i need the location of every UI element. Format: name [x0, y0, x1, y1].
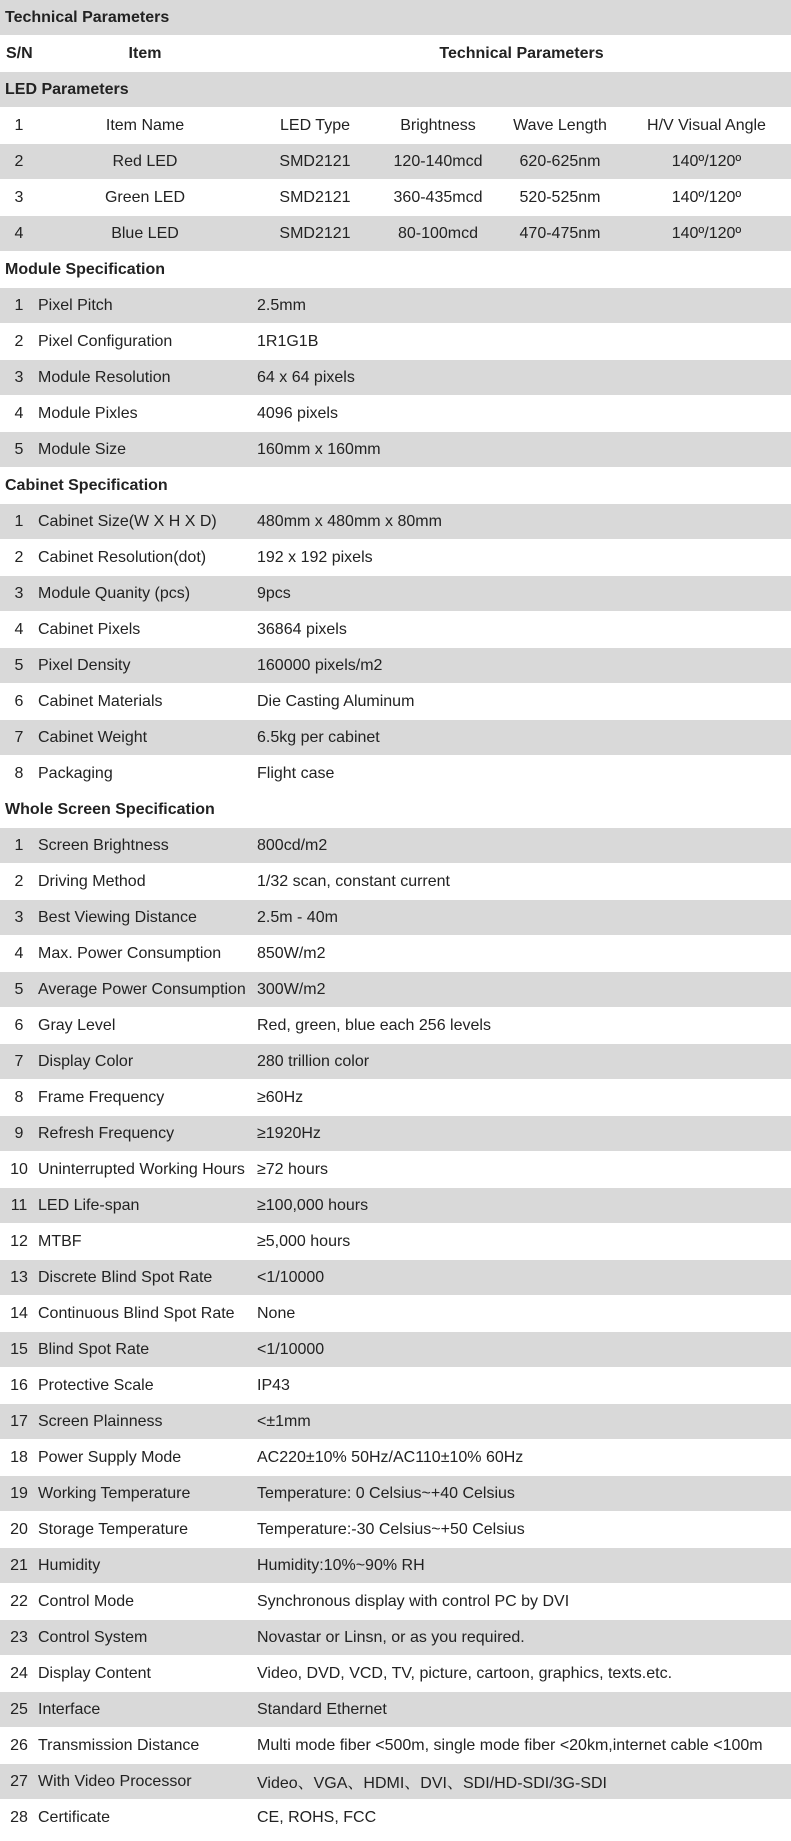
- row-sn: 4: [14, 404, 24, 422]
- row-item: Pixel Configuration: [38, 332, 173, 350]
- led-wave-length: 470-475nm: [519, 224, 601, 242]
- row-item: Blind Spot Rate: [38, 1340, 150, 1358]
- led-visual-angle: 140º/120º: [671, 188, 742, 206]
- row-item: Best Viewing Distance: [38, 908, 197, 926]
- table-row: [0, 1692, 791, 1728]
- row-sn: 20: [10, 1520, 28, 1538]
- table-row: [0, 396, 791, 432]
- row-value: None: [257, 1304, 296, 1322]
- table-row: [0, 1116, 791, 1152]
- row-item: Certificate: [38, 1808, 111, 1826]
- table-row: [0, 936, 791, 972]
- row-sn: 4: [14, 944, 24, 962]
- table-row: [0, 1368, 791, 1404]
- led-type: SMD2121: [279, 152, 351, 170]
- row-value: <1/10000: [257, 1268, 325, 1286]
- row-value: 36864 pixels: [257, 620, 347, 638]
- led-item-name: Item Name: [105, 116, 185, 134]
- row-sn: 18: [10, 1448, 28, 1466]
- row-item: Display Color: [38, 1052, 134, 1070]
- led-visual-angle: 140º/120º: [671, 224, 742, 242]
- header-item: Item: [128, 44, 162, 62]
- row-sn: 1: [14, 512, 24, 530]
- row-item: Cabinet Resolution(dot): [38, 548, 207, 566]
- table-row: [0, 144, 791, 180]
- spec-sections: [0, 252, 791, 1836]
- row-sn: 2: [14, 548, 24, 566]
- row-item: Screen Brightness: [38, 836, 169, 854]
- row-sn: 17: [10, 1412, 28, 1430]
- table-row: [0, 1476, 791, 1512]
- row-sn: 14: [10, 1304, 28, 1322]
- row-value: ≥72 hours: [257, 1160, 329, 1178]
- table-row: [0, 216, 791, 252]
- row-value: <±1mm: [257, 1412, 311, 1430]
- column-header-row: [0, 36, 791, 72]
- led-visual-angle: H/V Visual Angle: [647, 116, 766, 134]
- row-value: Humidity:10%~90% RH: [257, 1556, 425, 1574]
- led-parameters-rows: [0, 108, 791, 252]
- row-value: Red, green, blue each 256 levels: [257, 1016, 491, 1034]
- table-row: [0, 648, 791, 684]
- row-sn: 3: [14, 908, 24, 926]
- row-sn: 27: [10, 1772, 28, 1790]
- row-value: 280 trillion color: [257, 1052, 370, 1070]
- table-row: [0, 1548, 791, 1584]
- row-item: Discrete Blind Spot Rate: [38, 1268, 213, 1286]
- row-value: Die Casting Aluminum: [257, 692, 415, 710]
- row-item: Protective Scale: [38, 1376, 154, 1394]
- led-wave-length: 620-625nm: [519, 152, 601, 170]
- led-visual-angle: 140º/120º: [671, 152, 742, 170]
- row-sn: 25: [10, 1700, 28, 1718]
- led-brightness: 360-435mcd: [393, 188, 483, 206]
- table-row: [0, 1224, 791, 1260]
- row-sn: 6: [14, 692, 24, 710]
- row-value: 4096 pixels: [257, 404, 338, 422]
- row-value: Multi mode fiber <500m, single mode fiber <20km,internet cable <100m: [257, 1736, 763, 1754]
- row-value: AC220±10% 50Hz/AC110±10% 60Hz: [257, 1448, 524, 1466]
- row-sn: 1: [14, 296, 24, 314]
- row-item: Storage Temperature: [38, 1520, 189, 1538]
- row-value: Video, DVD, VCD, TV, picture, cartoon, graphics, texts.etc.: [257, 1664, 673, 1682]
- table-row: [0, 612, 791, 648]
- led-item-name: Red LED: [112, 152, 178, 170]
- row-value: ≥1920Hz: [257, 1124, 321, 1142]
- row-sn: 6: [14, 1016, 24, 1034]
- table-row: [0, 504, 791, 540]
- row-item: Pixel Pitch: [38, 296, 113, 314]
- row-item: Gray Level: [38, 1016, 116, 1034]
- table-row: [0, 684, 791, 720]
- row-sn: 15: [10, 1340, 28, 1358]
- table-row: [0, 864, 791, 900]
- row-item: Interface: [38, 1700, 101, 1718]
- row-value: 9pcs: [257, 584, 291, 602]
- row-value: 300W/m2: [257, 980, 326, 998]
- table-row: [0, 1728, 791, 1764]
- row-item: Driving Method: [38, 872, 146, 890]
- row-value: Novastar or Linsn, or as you required.: [257, 1628, 525, 1646]
- table-row: [0, 720, 791, 756]
- row-sn: 26: [10, 1736, 28, 1754]
- led-brightness: 80-100mcd: [397, 224, 479, 242]
- led-type: LED Type: [280, 116, 350, 134]
- row-item: Humidity: [38, 1556, 101, 1574]
- row-sn: 11: [10, 1196, 28, 1214]
- row-sn: 24: [10, 1664, 28, 1682]
- led-section-title-text: LED Parameters: [5, 80, 129, 98]
- led-type: SMD2121: [279, 188, 351, 206]
- table-row: [0, 1044, 791, 1080]
- led-header-row: [0, 108, 791, 144]
- led-item-name: Green LED: [104, 188, 186, 206]
- led-brightness: Brightness: [400, 116, 476, 134]
- table-row: [0, 324, 791, 360]
- row-value: ≥100,000 hours: [257, 1196, 369, 1214]
- table-row: [0, 1188, 791, 1224]
- table-row: [0, 1332, 791, 1368]
- row-item: Control System: [38, 1628, 148, 1646]
- table-row: [0, 1584, 791, 1620]
- row-sn: 5: [14, 440, 24, 458]
- table-row: [0, 1800, 791, 1836]
- row-item: Screen Plainness: [38, 1412, 163, 1430]
- table-title: [0, 0, 791, 36]
- row-item: Cabinet Weight: [38, 728, 148, 746]
- row-item: Transmission Distance: [38, 1736, 200, 1754]
- row-sn: 13: [10, 1268, 28, 1286]
- table-row: [0, 1656, 791, 1692]
- table-row: [0, 1404, 791, 1440]
- row-sn: 28: [10, 1808, 28, 1826]
- led-wave-length: 520-525nm: [519, 188, 601, 206]
- row-item: Module Pixles: [38, 404, 138, 422]
- row-sn: 10: [10, 1160, 28, 1178]
- row-value: 2.5m - 40m: [257, 908, 338, 926]
- row-sn: 3: [14, 368, 24, 386]
- table-row: [0, 360, 791, 396]
- row-value: Video、VGA、HDMI、DVI、SDI/HD-SDI/3G-SDI: [257, 1775, 607, 1792]
- row-sn: 7: [14, 1052, 24, 1070]
- row-sn: 9: [14, 1124, 24, 1142]
- table-row: [0, 1440, 791, 1476]
- row-sn: 23: [10, 1628, 28, 1646]
- row-value: 6.5kg per cabinet: [257, 728, 380, 746]
- table-row: [0, 972, 791, 1008]
- row-value: ≥5,000 hours: [257, 1232, 351, 1250]
- led-sn: 4: [14, 224, 24, 242]
- row-sn: 2: [14, 332, 24, 350]
- row-item: MTBF: [38, 1232, 82, 1250]
- table-row: [0, 1296, 791, 1332]
- table-row: [0, 1152, 791, 1188]
- row-sn: 21: [10, 1556, 28, 1574]
- row-value: 1/32 scan, constant current: [257, 872, 450, 890]
- row-item: Refresh Frequency: [38, 1124, 175, 1142]
- row-item: Cabinet Materials: [38, 692, 163, 710]
- row-value: IP43: [257, 1376, 290, 1394]
- table-row: [0, 900, 791, 936]
- row-value: Temperature:-30 Celsius~+50 Celsius: [257, 1520, 525, 1538]
- table-row: [0, 576, 791, 612]
- row-value: 160000 pixels/m2: [257, 656, 383, 674]
- header-sn: S/N: [6, 44, 33, 62]
- led-item-name: Blue LED: [111, 224, 179, 242]
- row-item: Cabinet Pixels: [38, 620, 141, 638]
- table-row: [0, 828, 791, 864]
- row-value: ≥60Hz: [257, 1088, 304, 1106]
- row-sn: 22: [10, 1592, 28, 1610]
- row-item: Cabinet Size(W X H X D): [38, 512, 217, 530]
- row-item: Frame Frequency: [38, 1088, 165, 1106]
- led-sn: 1: [14, 116, 24, 134]
- row-item: Module Resolution: [38, 368, 171, 386]
- table-row: [0, 1512, 791, 1548]
- row-sn: 3: [14, 584, 24, 602]
- row-sn: 4: [14, 620, 24, 638]
- table-title-text: Technical Parameters: [5, 8, 170, 26]
- section-title: [0, 468, 791, 504]
- led-sn: 2: [14, 152, 24, 170]
- row-item: Pixel Density: [38, 656, 131, 674]
- row-value: Standard Ethernet: [257, 1700, 387, 1718]
- row-item: Power Supply Mode: [38, 1448, 182, 1466]
- led-brightness: 120-140mcd: [393, 152, 483, 170]
- row-value: Flight case: [257, 764, 335, 782]
- section-title: [0, 252, 791, 288]
- row-value: CE, ROHS, FCC: [257, 1808, 377, 1826]
- row-item: Display Content: [38, 1664, 151, 1682]
- led-section-title: [0, 72, 791, 108]
- section-title-text: Cabinet Specification: [5, 476, 168, 494]
- table-row: [0, 1764, 791, 1800]
- table-row: [0, 432, 791, 468]
- row-value: Synchronous display with control PC by DVI: [257, 1592, 570, 1610]
- led-wave-length: Wave Length: [513, 116, 607, 134]
- row-item: Max. Power Consumption: [38, 944, 222, 962]
- led-sn: 3: [14, 188, 24, 206]
- table-row: [0, 756, 791, 792]
- row-sn: 1: [14, 836, 24, 854]
- table-row: [0, 1008, 791, 1044]
- row-sn: 8: [14, 764, 24, 782]
- row-item: Average Power Consumption: [38, 980, 246, 998]
- row-value: 160mm x 160mm: [257, 440, 381, 458]
- row-sn: 8: [14, 1088, 24, 1106]
- row-value: 850W/m2: [257, 944, 326, 962]
- row-sn: 16: [10, 1376, 28, 1394]
- row-sn: 19: [10, 1484, 28, 1502]
- row-value: Temperature: 0 Celsius~+40 Celsius: [257, 1484, 515, 1502]
- table-row: [0, 540, 791, 576]
- row-value: <1/10000: [257, 1340, 325, 1358]
- row-value: 480mm x 480mm x 80mm: [257, 512, 442, 530]
- led-type: SMD2121: [279, 224, 351, 242]
- row-item: Uninterrupted Working Hours: [38, 1160, 245, 1178]
- row-value: 192 x 192 pixels: [257, 548, 373, 566]
- row-item: Module Size: [38, 440, 127, 458]
- row-item: Continuous Blind Spot Rate: [38, 1304, 235, 1322]
- row-sn: 2: [14, 872, 24, 890]
- header-params: Technical Parameters: [439, 44, 604, 62]
- row-value: 2.5mm: [257, 296, 306, 314]
- row-sn: 7: [14, 728, 24, 746]
- table-row: [0, 180, 791, 216]
- row-value: 1R1G1B: [257, 332, 319, 350]
- row-value: 64 x 64 pixels: [257, 368, 355, 386]
- row-sn: 5: [14, 980, 24, 998]
- table-row: [0, 1260, 791, 1296]
- row-item: With Video Processor: [38, 1772, 192, 1790]
- row-item: Control Mode: [38, 1592, 135, 1610]
- row-value: 800cd/m2: [257, 836, 328, 854]
- row-item: Packaging: [38, 764, 113, 782]
- table-row: [0, 1620, 791, 1656]
- section-title-text: Module Specification: [5, 260, 166, 278]
- section-title: [0, 792, 791, 828]
- row-sn: 12: [10, 1232, 28, 1250]
- section-title-text: Whole Screen Specification: [5, 800, 215, 818]
- row-item: Module Quanity (pcs): [38, 584, 191, 602]
- table-row: [0, 288, 791, 324]
- row-item: LED Life-span: [38, 1196, 140, 1214]
- table-row: [0, 1080, 791, 1116]
- row-item: Working Temperature: [38, 1484, 191, 1502]
- row-sn: 5: [14, 656, 24, 674]
